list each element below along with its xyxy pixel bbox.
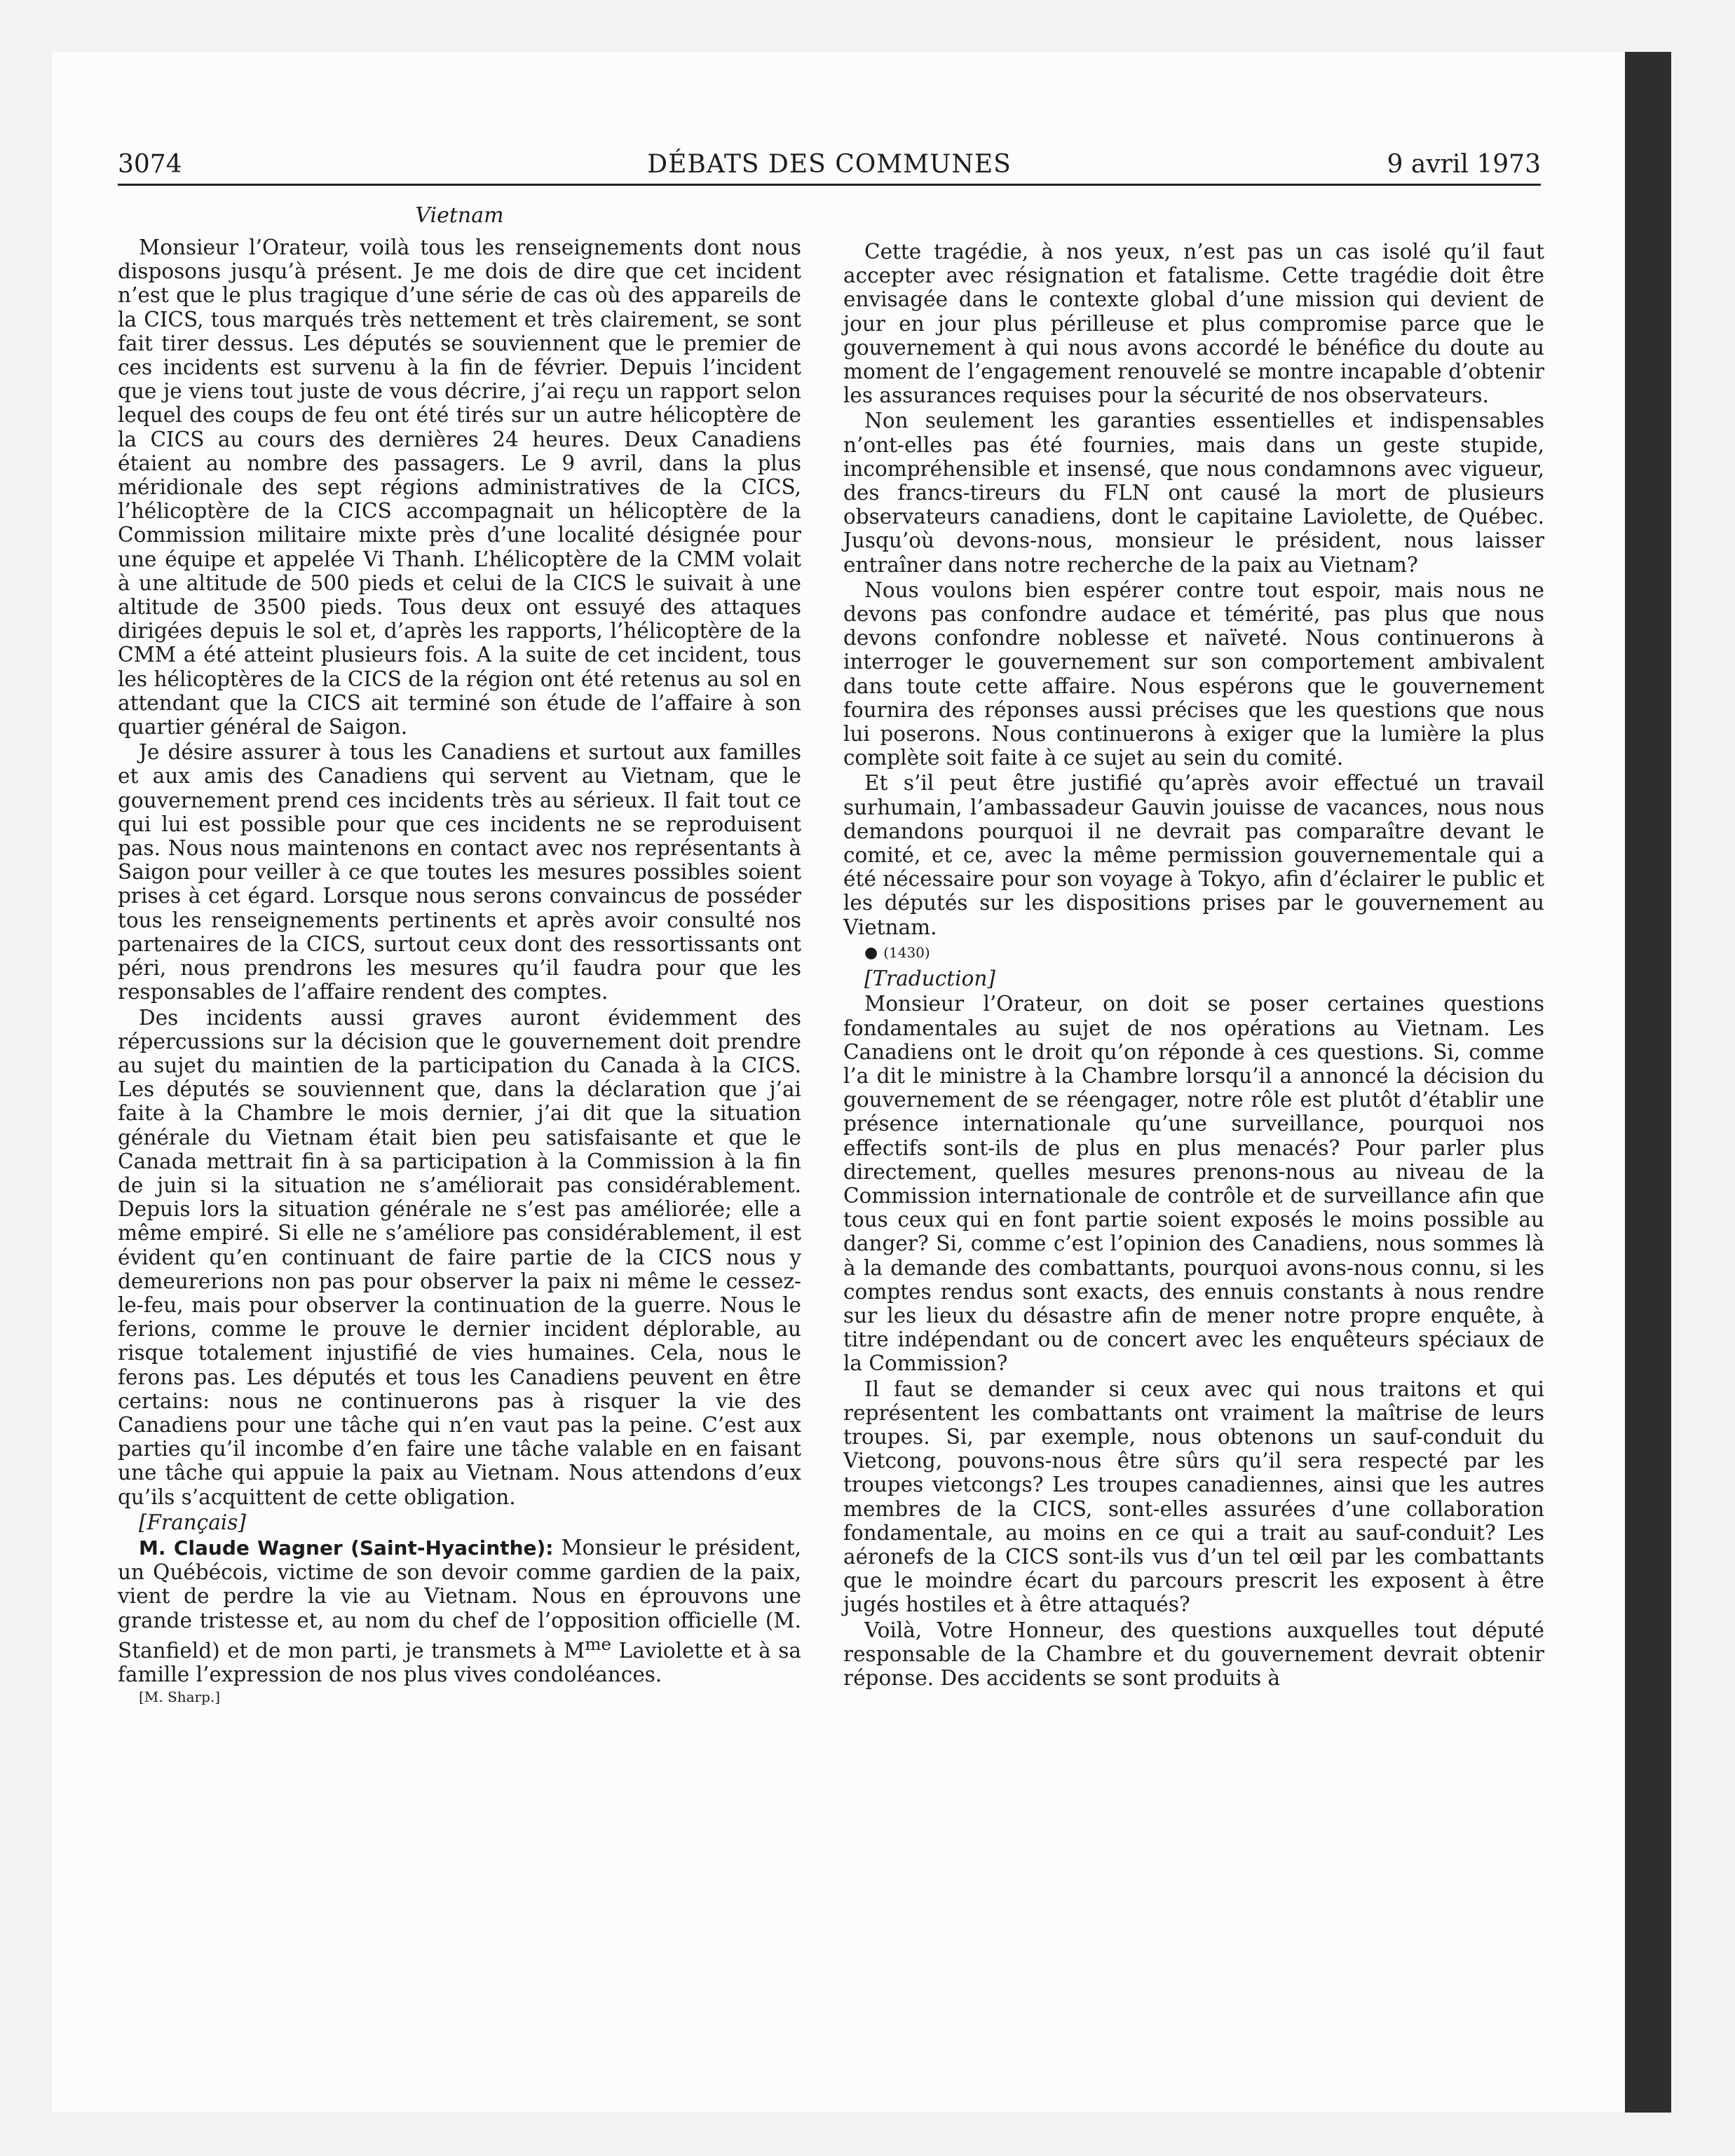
publication-title: DÉBATS DES COMMUNES xyxy=(647,150,1012,179)
language-marker: [Français] xyxy=(139,1510,246,1534)
paragraph: Et s’il peut être justifié qu’après avoir effectué un travail surhumain, l’ambassadeur Gauvin jouisse de vacances, nous nous demandons pourquoi il ne devrait pas comparaître devant le comité, et ce, avec la même permission gouvernementale qui a été nécessaire pour son voyage à Tokyo, afin d’éclairer le public et les députés sur les dispositions prises par le gouvernement au Vietnam. xyxy=(843,771,1544,939)
time-marker xyxy=(843,941,1544,965)
speech-text-cont: Laviolette et à sa famille l’expression de nos plus vives condoléances. xyxy=(118,1638,801,1686)
paragraph: Voilà, Votre Honneur, des questions auxquelles tout député responsable de la Chambre et du gouvernement devrait obtenir réponse. Des accidents se sont produits à xyxy=(843,1618,1544,1690)
page-header xyxy=(118,147,1541,186)
paragraph: Monsieur l’Orateur, voilà tous les renseignements dont nous disposons jusqu’à présent. Je me dois de dire que cet incident n’est que le plus tragique d’une série de cas où des appareils de la CICS, tous marqués très nettement et très clairement, se sont fait tirer dessus. Les députés se souviennent que le premier de ces incidents est survenu à la fin de février. Depuis l’incident que je viens tout juste de vous décrire, j’ai reçu un rapport selon lequel des coups de feu ont été tirés sur un autre hélicoptère de la CICS au cours des dernières 24 heures. Deux Canadiens étaient au nombre des passagers. Le 9 avril, dans la plus méridionale des sept régions administratives de la CICS, l’hélicoptère de la CICS accompagnait un hélicoptère de la Commission militaire mixte près d’une localité désignée pour une équipe et appelée Vi Thanh. L’hélicoptère de la CMM volait à une altitude de 500 pieds et celui de la CICS le suivait à une altitude de 3500 pieds. Tous deux ont essuyé des attaques dirigées depuis le sol et, d’après les rapports, l’hélicoptère de la CMM a été atteint plusieurs fois. A la suite de cet incident, tous les hélicoptères de la CICS de la région ont été retenus au sol en attendant que la CICS ait terminé son étude de l’affaire à son quartier général de Saigon. xyxy=(118,236,801,739)
paragraph: Cette tragédie, à nos yeux, n’est pas un cas isolé qu’il faut accepter avec résignation et fatalisme. Cette tragédie doit être envisagée dans le contexte global d’une mission qui devient de jour en jour plus périlleuse et plus compromise parce que le gouvernement à qui nous avons accordé le bénéfice du doute au moment de l’engagement renouvelé se montre incapable d’obtenir les assurances requises pour la sécurité de nos observateurs. xyxy=(843,240,1544,408)
paragraph: Il faut se demander si ceux avec qui nous traitons et qui représentent les combattants ont vraiment la maîtrise de leurs troupes. Si, par exemple, nous obtenons un sauf-conduit du Vietcong, pouvons-nous être sûrs qu’il sera respecté par les troupes vietcongs? Les troupes canadiennes, ainsi que les autres membres de la CICS, sont-elles assurées d’une collaboration fondamentale, au moins en ce qui a trait au sauf-conduit? Les aéronefs de la CICS sont-ils vus d’un tel œil par les combattants que le moindre écart du parcours prescrit les exposent à être jugés hostiles et à être attaqués? xyxy=(843,1377,1544,1617)
paragraph: Des incidents aussi graves auront évidemment des répercussions sur la décision que le gouvernement doit prendre au sujet du maintien de la participation du Canada à la CICS. Les députés se souviennent que, dans la déclaration que j’ai faite à la Chambre le mois dernier, j’ai dit que la situation générale du Vietnam était bien peu satisfaisante et que le Canada mettrait fin à sa participation à la Commission à la fin de juin si la situation ne s’améliorait pas considérablement. Depuis lors la situation générale ne s’est pas améliorée; elle a même empiré. Si elle ne s’améliore pas considérablement, il est évident qu’en continuant de faire partie de la CICS nous y demeurerions non pas pour observer la paix ni même le cessez-le-feu, mais pour observer la continuation de la guerre. Nous le ferions, comme le prouve le dernier incident déplorable, au risque totalement injustifié de vies humaines. Cela, nous le ferons pas. Les députés et tous les Canadiens peuvent en être certains: nous ne continuerons pas à risquer la vie des Canadiens pour une tâche qui n’en vaut pas la peine. C’est aux parties qu’il incombe d’en faire une tâche valable en en faisant une tâche qui appuie la paix au Vietnam. Nous attendons d’eux qu’ils s’acquittent de cette obligation. xyxy=(118,1005,801,1509)
left-column xyxy=(118,203,801,1706)
paragraph: Monsieur l’Orateur, on doit se poser certaines questions fondamentales au sujet de nos opérations au Vietnam. Les Canadiens ont le droit qu’on réponde à ces questions. Si, comme l’a dit le ministre à la Chambre lorsqu’il a annoncé la décision du gouvernement de se réengager, notre rôle est plutôt d’établir une présence internationale qu’une surveillance, pourquoi nos effectifs sont-ils de plus en plus menacés? Pour parler plus directement, quelles mesures prenons-nous au niveau de la Commission internationale de contrôle et de surveillance afin que tous ceux qui en font partie soient exposés le moins possible au danger? Si, comme c’est l’opinion des Canadiens, nous sommes là à la demande des combattants, pourquoi avons-nous connu, si les comptes rendus sont exacts, des ennuis constants à nous rendre sur les lieux du désastre afin de mener notre propre enquête, à titre indépendant ou de concert avec les enquêteurs spéciaux de la Commission? xyxy=(843,992,1544,1376)
time-label: (1430) xyxy=(883,943,930,961)
superscript: me xyxy=(585,1633,612,1654)
section-subhead: Vietnam xyxy=(415,203,504,228)
bullet-icon: ● xyxy=(864,943,878,962)
language-marker: [Traduction] xyxy=(864,967,995,991)
right-column xyxy=(843,240,1544,1690)
publication-date: 9 avril 1973 xyxy=(1387,150,1541,179)
speech-text: Monsieur le président, un Québécois, victime de son devoir comme gardien de la paix, vient de perdre la vie au Vietnam. Nous en éprouvons une grande tristesse et, au nom du chef de l’opposition officielle (M. Stanfield) et de mon parti, je transmets à M xyxy=(118,1535,801,1663)
scan-edge-shadow xyxy=(1625,52,1671,2113)
paragraph: Je désire assurer à tous les Canadiens et surtout aux familles et aux amis des Canadiens qui servent au Vietnam, que le gouvernement prend ces incidents très au sérieux. Il fait tout ce qui lui est possible pour que ces incidents ne se reproduisent pas. Nous nous maintenons en contact avec nos représentants à Saigon pour veiller à ce que toutes les mesures possibles soient prises à cet égard. Lorsque nous serons convaincus de posséder tous les renseignements pertinents et après avoir consulté nos partenaires de la CICS, surtout ceux dont des ressortissants ont péri, nous prendrons les mesures qu’il faudra pour que les responsables de l’affaire rendent des comptes. xyxy=(118,740,801,1004)
speaker-paragraph xyxy=(118,1536,801,1686)
speaker-attribution: [M. Sharp.] xyxy=(139,1688,221,1706)
speaker-name: M. Claude Wagner (Saint-Hyacinthe): xyxy=(139,1536,554,1560)
paragraph: Nous voulons bien espérer contre tout espoir, mais nous ne devons pas confondre audace et témérité, pas plus que nous devons confondre noblesse et naïveté. Nous continuerons à interroger le gouvernement sur son comportement ambivalent dans toute cette affaire. Nous espérons que le gouvernement fournira des réponses aussi précises que les questions que nous lui poserons. Nous continuerons à exiger que la lumière la plus complète soit faite à ce sujet au sein du comité. xyxy=(843,578,1544,770)
paragraph: Non seulement les garanties essentielles et indispensables n’ont-elles pas été fournies, mais dans un geste stupide, incompréhensible et insensé, que nous condamnons avec vigueur, des francs-tireurs du FLN ont causé la mort de plusieurs observateurs canadiens, dont le capitaine Laviolette, de Québec. Jusqu’où devons-nous, monsieur le président, nous laisser entraîner dans notre recherche de la paix au Vietnam? xyxy=(843,409,1544,577)
page-number: 3074 xyxy=(118,150,182,179)
